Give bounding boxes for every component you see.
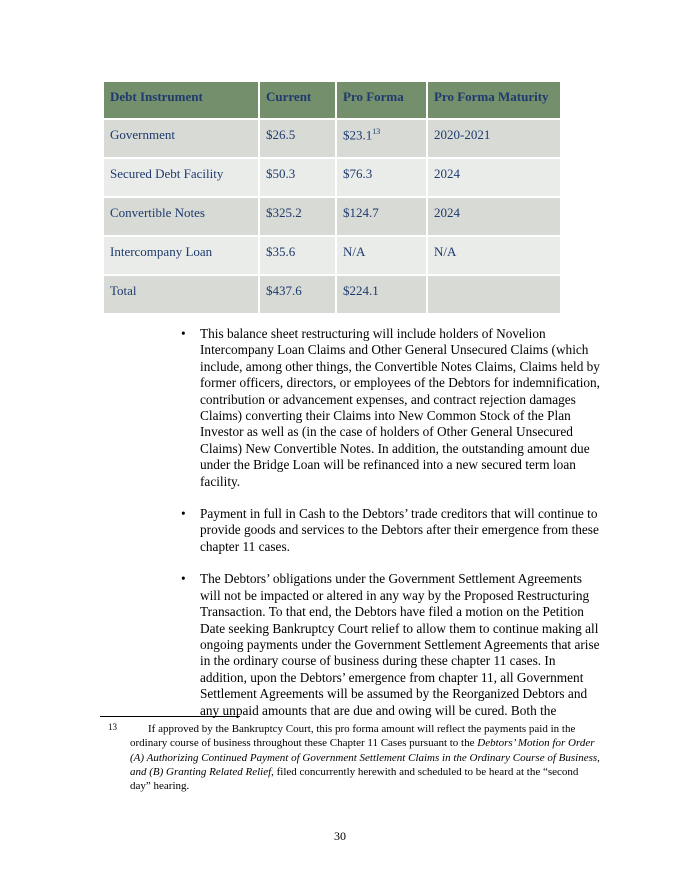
table-cell: Intercompany Loan — [103, 236, 259, 275]
footnote-number: 13 — [108, 722, 117, 732]
bullet-text: This balance sheet restructuring will include holders of Novelion Intercompany Loan Claims and Other General Unsecured Claims (which include, among other things, the Convertible Notes Claims, Claims held by former officers, directors, or employees of the Debtors for indemnification, contribution or advancement expenses, and contract rejection damages Claims) converting their Claims into New Common Stock of the Plan Investor as well as (in the case of holders of Other General Unsecured Claims) New Convertible Notes. In addition, the outstanding amount due under the Bridge Loan will be refinanced into a new secured term loan facility. — [200, 326, 601, 489]
bullet-item — [181, 506, 602, 555]
header-cell: Current — [259, 81, 336, 119]
header-cell: Pro Forma Maturity — [427, 81, 561, 119]
table-cell: 2024 — [427, 158, 561, 197]
table-cell: $50.3 — [259, 158, 336, 197]
table-cell: Convertible Notes — [103, 197, 259, 236]
footnote-ref: 13 — [372, 127, 381, 136]
table-row — [103, 197, 561, 236]
table-row — [103, 236, 561, 275]
table-row-total — [103, 275, 561, 314]
table-cell: Secured Debt Facility — [103, 158, 259, 197]
footnote-divider — [100, 716, 240, 717]
table-cell: $325.2 — [259, 197, 336, 236]
header-cell: Debt Instrument — [103, 81, 259, 119]
footnote-text-part: , filed concurrently herewith and scheduled to be heard at the “second day” hearing. — [130, 765, 579, 793]
footnote-italic-title: Debtors’ Motion for Order (A) Authorizing Continued Payment of Government Settlement Claims in the Ordinary Course of Business, and (B) Granting Related Relief — [130, 737, 600, 778]
footnote-text-part: If approved by the Bankruptcy Court, this pro forma amount will reflect the payments paid in the ordinary course of business throughout these Chapter 11 Cases pursuant to the — [130, 723, 576, 750]
table-cell: $26.5 — [259, 119, 336, 158]
footnote-text — [130, 722, 600, 793]
table-cell: Government — [103, 119, 259, 158]
bullet-item — [181, 571, 602, 719]
bullet-icon: • — [181, 571, 186, 587]
table-cell: N/A — [427, 236, 561, 275]
header-cell: Pro Forma — [336, 81, 427, 119]
table-cell: 2024 — [427, 197, 561, 236]
table-cell: N/A — [336, 236, 427, 275]
table-header-row — [103, 81, 561, 119]
table-cell: 2020-2021 — [427, 119, 561, 158]
cell-value: $23.1 — [343, 127, 373, 143]
bullet-item — [181, 326, 602, 490]
bullet-icon: • — [181, 326, 186, 341]
bullet-text: The Debtors’ obligations under the Government Settlement Agreements will not be impacted or altered in any way by the Proposed Restructuring Transaction. To that end, the Debtors have filed a motion on the Petition Date seeking Bankruptcy Court relief to allow them to continue making all ongoing payments under the Government Settlement Agreements that arise in the ordinary course of business during these chapter 11 cases. In addition, upon the Debtors’ emergence from chapter 11, all Government Settlement Agreements will be assumed by the Reorganized Debtors and any unpaid amounts that are due and owing will be cured. Both the — [200, 571, 600, 718]
table-cell: $124.7 — [336, 197, 427, 236]
table-cell: Total — [103, 275, 259, 314]
table-cell: $76.3 — [336, 158, 427, 197]
debt-table — [102, 80, 562, 315]
page-number: 30 — [334, 829, 346, 843]
table-cell: $224.1 — [336, 275, 427, 314]
table-cell — [336, 119, 427, 158]
bullet-list — [181, 326, 602, 735]
bullet-icon: • — [181, 506, 186, 522]
bullet-text: Payment in full in Cash to the Debtors’ trade creditors that will continue to provide goods and services to the Debtors after their emergence from these chapter 11 cases. — [200, 506, 599, 554]
table-row — [103, 119, 561, 158]
table-cell: $437.6 — [259, 275, 336, 314]
table-row — [103, 158, 561, 197]
table-cell: $35.6 — [259, 236, 336, 275]
table-cell — [427, 275, 561, 314]
